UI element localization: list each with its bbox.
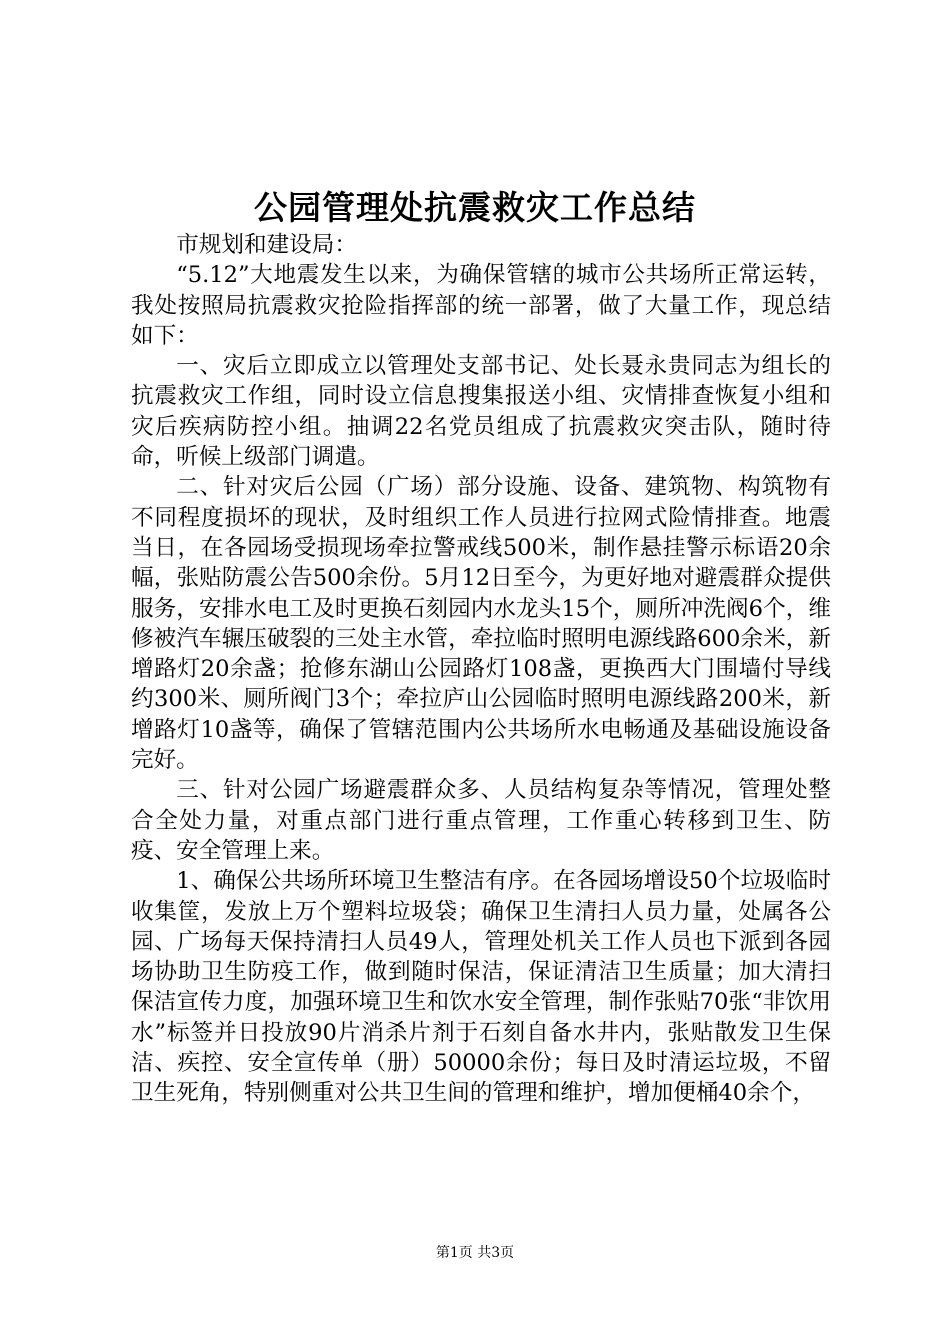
paragraph-item-1: 1、确保公共场所环境卫生整洁有序。在各园场增设50个垃圾临时收集筐，发放上万个塑料垃圾袋；确保卫生清扫人员力量，处属各公园、广场每天保持清扫人员49人，管理处机关工作人员也下派到各园场协助卫生防疫工作，做到随时保洁，保证清洁卫生质量；加大清扫保洁宣传力度，加强环境卫生和饮水安全管理，制作张贴70张“非饮用水”标签并日投放90片消杀片剂于石刻自备水井内，张贴散发卫生保洁、疾控、安全宣传单（册）50000余份；每日及时清运垃圾，不留卫生死角，特别侧重对公共卫生间的管理和维护，增加便桶40余个， <box>131 868 831 1107</box>
page-footer: 第1页 共3页 <box>435 1245 515 1261</box>
paragraph-intro: “5.12”大地震发生以来，为确保管辖的城市公共场所正常运转，我处按照局抗震救灾抢险指挥部的统一部署，做了大量工作，现总结如下： <box>131 262 831 349</box>
document-body <box>131 230 831 1109</box>
salutation: 市规划和建设局： <box>176 232 357 258</box>
paragraph-section-2: 二、针对灾后公园（广场）部分设施、设备、建筑物、构筑物有不同程度损坏的现状，及时组织工作人员进行拉网式险情排查。地震当日，在各园场受损现场牵拉警戒线500米，制作悬挂警示标语20余幅，张贴防震公告500余份。5月12日至今，为更好地对避震群众提供服务，安排水电工及时更换石刻园内水龙头15个，厕所冲洗阀6个，维修被汽车辗压破裂的三处主水管，牵拉临时照明电源线路600余米，新增路灯20余盏；抢修东湖山公园路灯108盏，更换西大门围墙付导线约300米、厕所阀门3个；牵拉庐山公园临时照明电源线路200米，新增路灯10盏等，确保了管辖范围内公共场所水电畅通及基础设施设备完好。 <box>131 474 831 774</box>
paragraph-section-1: 一、灾后立即成立以管理处支部书记、处长聂永贵同志为组长的抗震救灾工作组，同时设立信息搜集报送小组、灾情排查恢复小组和灾后疾病防控小组。抽调22名党员组成了抗震救灾突击队，随时待命，听候上级部门调遣。 <box>131 353 831 471</box>
paragraph-section-3: 三、针对公园广场避震群众多、人员结构复杂等情况，管理处整合全处力量，对重点部门进行重点管理，工作重心转移到卫生、防疫、安全管理上来。 <box>131 777 831 864</box>
document-title: 公园管理处抗震救灾工作总结 <box>254 188 696 227</box>
